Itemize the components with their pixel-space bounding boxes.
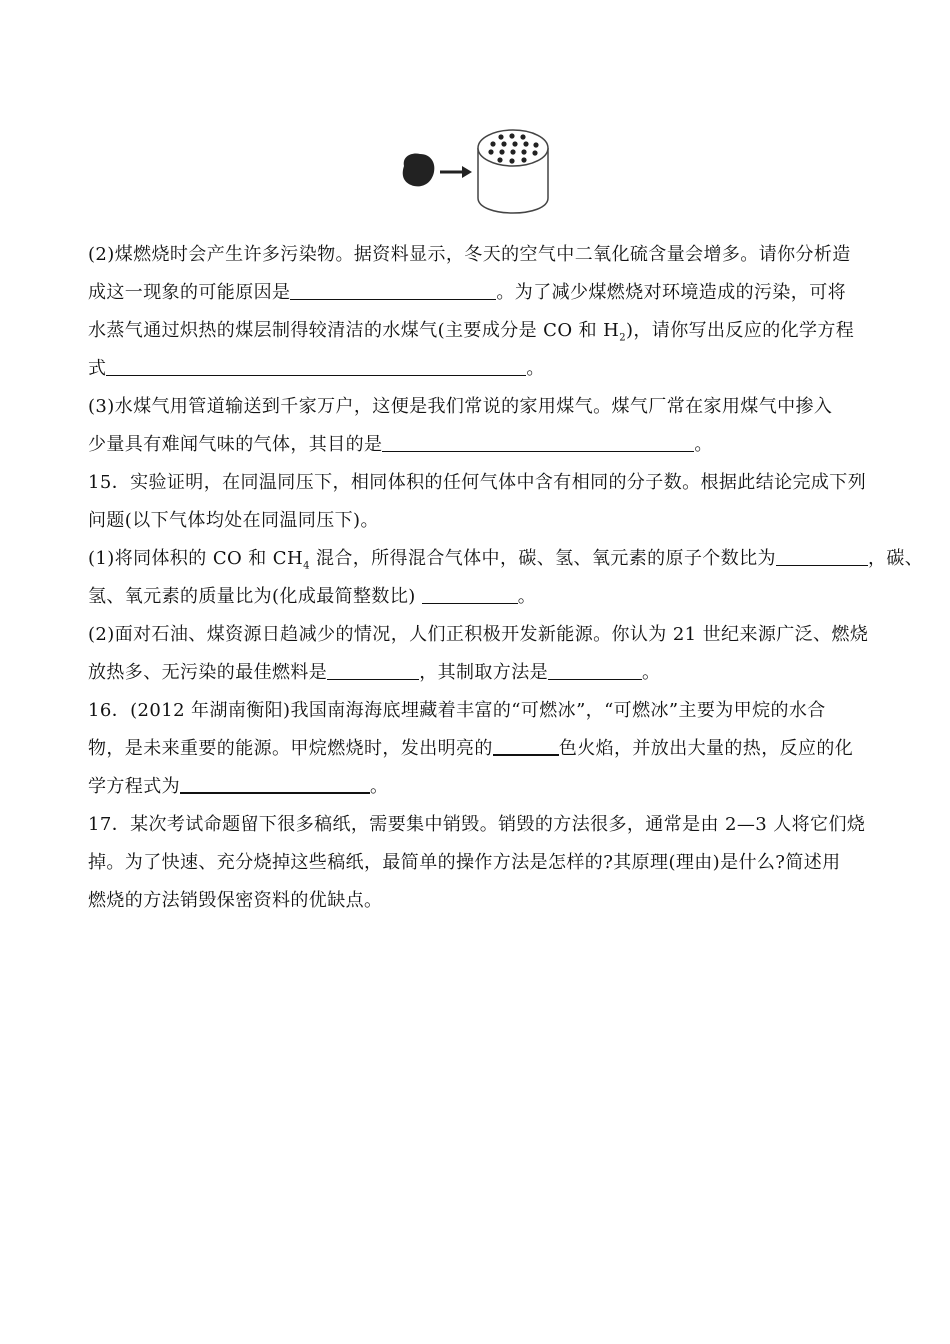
text: 。: [370, 776, 389, 797]
text: 。: [526, 358, 545, 379]
q15-part2-line2: [88, 654, 878, 692]
answer-blank-purpose[interactable]: [382, 427, 694, 452]
text: 问题(以下气体均处在同温同压下)。: [88, 510, 379, 531]
q14-part2-line2: [88, 274, 878, 312]
text: (3)水煤气用管道输送到千家万户，这便是我们常说的家用煤气。煤气厂常在家用煤气中掺入: [88, 396, 833, 417]
text: 少量具有难闻气味的气体，其目的是: [88, 434, 383, 455]
text: )，请你写出反应的化学方程: [625, 320, 855, 341]
q15-line1: [88, 464, 878, 502]
text: ，其制取方法是: [419, 662, 549, 683]
q14-part2-line3: [88, 312, 878, 350]
q14-part3-line2: [88, 426, 878, 464]
q14-part2-line1: [88, 236, 878, 274]
answer-blank-equation[interactable]: [106, 351, 526, 376]
q14-part2-line4: [88, 350, 878, 388]
answer-blank-best-fuel[interactable]: [327, 655, 419, 680]
text: (2)面对石油、煤资源日趋减少的情况，人们正积极开发新能源。你认为 21 世纪来源广泛、燃烧: [88, 624, 869, 645]
coal-to-briquette-figure: [398, 126, 558, 218]
q16-line1: [88, 692, 878, 730]
honeycomb-briquette-icon: [478, 130, 548, 213]
subscript: 2: [619, 332, 626, 344]
text: 色火焰，并放出大量的热，反应的化: [558, 738, 854, 759]
answer-blank-mass-ratio[interactable]: [422, 579, 518, 604]
text: 。: [642, 662, 661, 683]
text: 氢、氧元素的质量比为(化成最简整数比): [88, 586, 422, 607]
q17-line1: [88, 806, 878, 844]
q16-line3: [88, 768, 878, 806]
text: 燃烧的方法销毁保密资料的优缺点。: [88, 890, 383, 911]
q15-part2-line1: [88, 616, 878, 654]
q16-line2: [88, 730, 878, 768]
arrow-icon: [440, 166, 472, 178]
text: 学方程式为: [88, 776, 180, 797]
text: 15．实验证明，在同温同压下，相同体积的任何气体中含有相同的分子数。根据此结论完成下列: [88, 472, 867, 493]
text: 掉。为了快速、充分烧掉这些稿纸，最简单的操作方法是怎样的?其原理(理由)是什么?简述用: [88, 852, 841, 873]
q14-part3-line1: [88, 388, 878, 426]
answer-blank-atom-ratio[interactable]: [776, 541, 868, 566]
text: (1)将同体积的 CO 和 CH: [88, 548, 304, 569]
text: 16．(2012 年湖南衡阳)我国南海海底埋藏着丰富的“可燃冰”，“可燃冰”主要为甲烷的水合: [88, 700, 826, 721]
q17-line3: [88, 882, 878, 920]
text: 物，是未来重要的能源。甲烷燃烧时，发出明亮的: [88, 738, 493, 759]
text: (2)煤燃烧时会产生许多污染物。据资料显示，冬天的空气中二氧化硫含量会增多。请你分析造: [88, 244, 851, 265]
text: 。为了减少煤燃烧对环境造成的污染，可将: [496, 282, 847, 303]
answer-blank-method[interactable]: [548, 655, 642, 680]
answer-blank-cause[interactable]: [290, 275, 496, 300]
subscript: 4: [303, 560, 310, 572]
text: ，碳、: [867, 548, 924, 569]
q15-part1-line1: [88, 540, 924, 578]
coal-lump-icon: [403, 154, 435, 187]
text: 。: [694, 434, 713, 455]
q17-line2: [88, 844, 878, 882]
answer-blank-flame-color[interactable]: [493, 730, 559, 756]
answer-blank-methane-equation[interactable]: [180, 768, 370, 794]
text: 17．某次考试命题留下很多稿纸，需要集中销毁。销毁的方法很多，通常是由 2—3 人将它们烧: [88, 814, 866, 835]
text: 水蒸气通过炽热的煤层制得较清洁的水煤气(主要成分是 CO 和 H: [88, 320, 620, 341]
text: 混合，所得混合气体中，碳、氢、氧元素的原子个数比为: [309, 548, 776, 569]
text: 放热多、无污染的最佳燃料是: [88, 662, 328, 683]
text: 。: [517, 586, 537, 607]
question-text-block: [88, 236, 924, 920]
q15-part1-line2: [88, 578, 878, 616]
text: 式: [88, 358, 107, 379]
q15-line2: [88, 502, 878, 540]
text: 成这一现象的可能原因是: [88, 282, 291, 303]
